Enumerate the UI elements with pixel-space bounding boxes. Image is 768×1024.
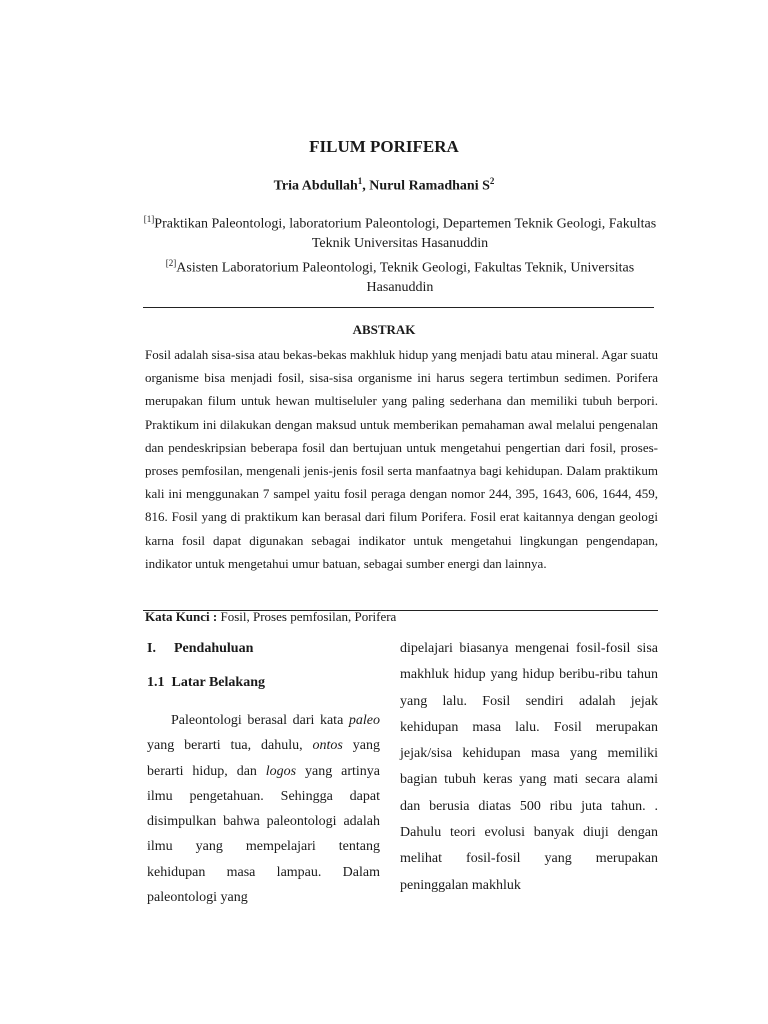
- subsection-heading-background: [147, 675, 265, 691]
- affiliation-2: [140, 254, 660, 297]
- section-heading-introduction: [147, 641, 253, 657]
- body-text-run: yang berarti tua, dahulu,: [147, 738, 313, 754]
- body-paragraph: [147, 708, 380, 910]
- abstract-body: [145, 343, 658, 575]
- section-title: Pendahuluan: [174, 641, 254, 656]
- author-1-affil-marker: 1: [357, 176, 363, 186]
- author-1: Tria Abdullah: [273, 178, 358, 194]
- body-text-run: yang berarti hidup, dan: [147, 738, 381, 779]
- subsection-number: 1.1: [147, 675, 165, 690]
- left-body-text: [147, 708, 380, 910]
- author-line: [0, 176, 768, 195]
- affiliation-1-text: Praktikan Paleontologi, laboratorium Paleontologi, Departemen Teknik Geologi, Fakultas Teknik Universitas Hasanuddin: [154, 216, 657, 251]
- right-body-paragraph: dipelajari biasanya mengenai fosil-fosil sisa makhluk hidup yang hidup beribu-ribu tahun yang lalu. Fosil sendiri adalah jejak kehidupan masa lalu. Fosil merupakan jejak/sisa kehidupan masa yang memiliki bagian tubuh keras yang mati secara alami dan berusia diatas 500 ribu juta tahun. . Dahulu teori evolusi banyak diuji dengan melihat fosil-fosil yang merupakan peninggalan makhluk: [400, 641, 658, 893]
- section-number: I.: [147, 641, 156, 656]
- keywords-line: [145, 609, 396, 625]
- author-2: Nurul Ramadhani S: [369, 178, 490, 194]
- affiliation-2-marker: [2]: [165, 258, 177, 268]
- abstract-heading: ABSTRAK: [352, 322, 416, 337]
- abstract-paragraph: Fosil adalah sisa-sisa atau bekas-bekas makhluk hidup yang menjadi batu atau mineral. Agar suatu organisme bisa menjadi fosil, sisa-sisa organisme ini harus segera tertimbun sedimen. Porifera merupakan filum untuk hewan multiseluler yang paling sederhana dan memiliki tubuh berpori. Praktikum ini dilakukan dengan maksud untuk memberikan pemahaman awal melalui pengenalan dan pendeskripsian beberapa fosil dan bertujuan untuk mengetahui pengertian dari fosil, proses-proses pemfosilan, mengenali jenis-jenis fosil serta manfaatnya bagi kehidupan. Dalam praktikum kali ini menggunakan 7 sampel yaitu fosil peraga dengan nomor 244, 395, 1643, 606, 1644, 459, 816. Fosil yang di praktikum kan berasal dari filum Porifera. Fosil erat kaitannya dengan geologi karna fosil dapat digunakan sebagai indikator untuk mengetahui lingkungan pengendapan, indikator untuk mengetahui umur batuan, sebagai sumber energi dan lainnya.: [145, 347, 658, 571]
- body-text-run: Paleontologi berasal dari kata: [171, 713, 349, 728]
- affiliation-2-text: Asisten Laboratorium Paleontologi, Teknik Geologi, Fakultas Teknik, Universitas Hasanuddin: [176, 260, 635, 295]
- author-separator: ,: [362, 178, 370, 194]
- term-ontos: ontos: [312, 738, 343, 754]
- term-logos: logos: [265, 763, 297, 779]
- keywords-text: Fosil, Proses pemfosilan, Porifera: [217, 609, 397, 624]
- term-paleo: paleo: [348, 713, 380, 728]
- affiliation-1-marker: [1]: [143, 214, 155, 224]
- paper-title: FILUM PORIFERA: [309, 137, 459, 156]
- affiliation-1: [140, 210, 660, 253]
- right-column: [400, 636, 658, 899]
- author-2-affil-marker: 2: [489, 176, 495, 186]
- subsection-title: Latar Belakang: [171, 675, 265, 690]
- header-divider: [143, 307, 654, 308]
- keywords-label: Kata Kunci :: [145, 609, 218, 624]
- body-text-run: yang artinya ilmu pengetahuan. Sehingga dapat disimpulkan bahwa paleontologi adalah ilmu yang mempelajari tentang kehidupan masa lampau. Dalam paleontologi yang: [147, 763, 380, 906]
